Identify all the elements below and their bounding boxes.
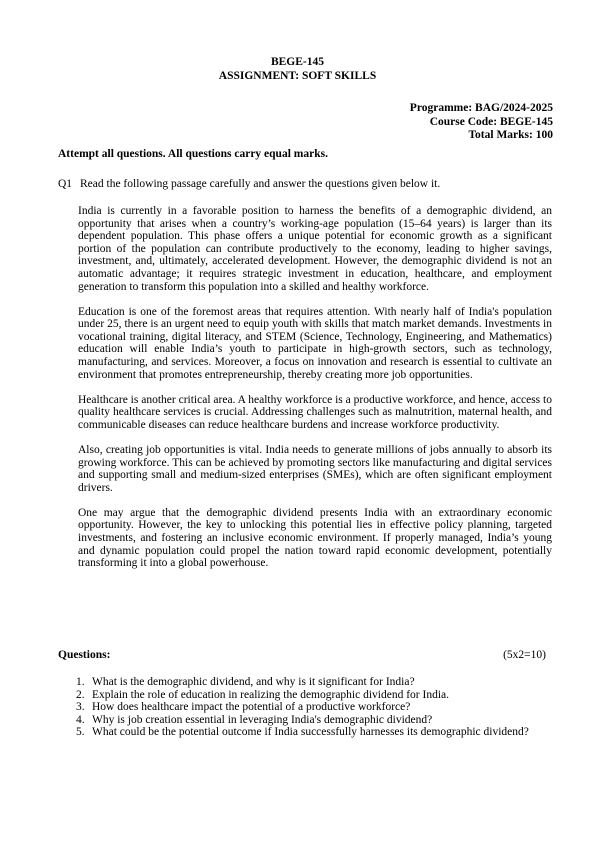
passage-paragraph-2: Education is one of the foremost areas that requires attention. With nearly half of India's population under 25, there is an urgent need to equip youth with skills that match market demands. Investments in vocational training, digital literacy, and STEM (Science, Technology, Engineering, and Mathematics) education will enable India’s youth to participate in high-growth sectors, such as technology, manufacturing, and services. Moreover, a focus on innovation and research is essential to cultivate an environment that promotes entrepreneurship, thereby creating more job opportunities. [78, 305, 552, 381]
passage-paragraph-4: Also, creating job opportunities is vital. India needs to generate millions of jobs annually to absorb its growing workforce. This can be achieved by promoting sectors like manufacturing and digital services and supporting small and medium-sized enterprises (SMEs), which are often significant employment drivers. [78, 444, 552, 494]
list-item-number: 5. [76, 726, 85, 739]
programme-line: Programme: BAG/2024-2025 [409, 102, 553, 114]
list-item-number: 3. [76, 701, 85, 714]
instruction-text: Attempt all questions. All questions carry equal marks. [58, 148, 328, 160]
list-item [76, 676, 576, 689]
questions-marks: (5x2=10) [503, 649, 546, 661]
question-1-prompt [58, 178, 558, 190]
list-item [76, 701, 576, 714]
list-item [76, 714, 576, 727]
list-item-text: Why is job creation essential in leveraging India's demographic dividend? [92, 713, 433, 726]
passage-paragraph-5: One may argue that the demographic dividend presents India with an extraordinary economic opportunity. However, the key to unlocking this potential lies in effective policy planning, targeted investments, and fostering an inclusive economic environment. If properly managed, India’s young and dynamic population could propel the nation toward rapid economic development, potentially transforming it into a global powerhouse. [78, 506, 552, 570]
questions-heading [58, 649, 546, 661]
passage-paragraph-1: India is currently in a favorable position to harness the benefits of a demographic dividend, an opportunity that arises when a country’s working-age population (15–64 years) is larger than its dependent population. This phase offers a unique potential for economic growth as a significant portion of the population can contribute productively to the economy, leading to higher savings, investment, and, ultimately, accelerated development. However, the demographic dividend is not an automatic advantage; it requires strategic investment in education, healthcare, and employment generation to transform this population into a skilled and healthy workforce. [78, 205, 552, 293]
question-number: Q1 [58, 178, 73, 190]
list-item-text: How does healthcare impact the potential of a productive workforce? [92, 701, 411, 714]
list-item-text: Explain the role of education in realizing the demographic dividend for India. [92, 688, 450, 701]
title-block [0, 55, 595, 83]
passage [78, 205, 552, 582]
list-item-number: 1. [76, 676, 85, 688]
course-code-line: Course Code: BEGE-145 [429, 115, 553, 128]
meta-block [410, 102, 553, 143]
list-item-number: 4. [76, 713, 85, 726]
questions-list [76, 676, 576, 739]
assignment-title: ASSIGNMENT: SOFT SKILLS [218, 70, 377, 82]
course-code-title: BEGE-145 [270, 56, 325, 68]
list-item [76, 726, 576, 739]
question-prompt-text: Read the following passage carefully and answer the questions given below it. [80, 178, 441, 190]
list-item-text: What is the demographic dividend, and why is it significant for India? [92, 676, 415, 688]
total-marks-line: Total Marks: 100 [468, 129, 553, 141]
passage-paragraph-3: Healthcare is another critical area. A healthy workforce is a productive workforce, and hence, access to quality healthcare services is crucial. Addressing challenges such as malnutrition, maternal health, and communicable diseases can reduce healthcare burdens and increase workforce productivity. [78, 393, 552, 431]
list-item-text: What could be the potential outcome if India successfully harnesses its demographic dividend? [92, 726, 529, 739]
list-item-number: 2. [76, 688, 85, 701]
list-item [76, 689, 576, 702]
questions-label: Questions: [58, 649, 111, 661]
